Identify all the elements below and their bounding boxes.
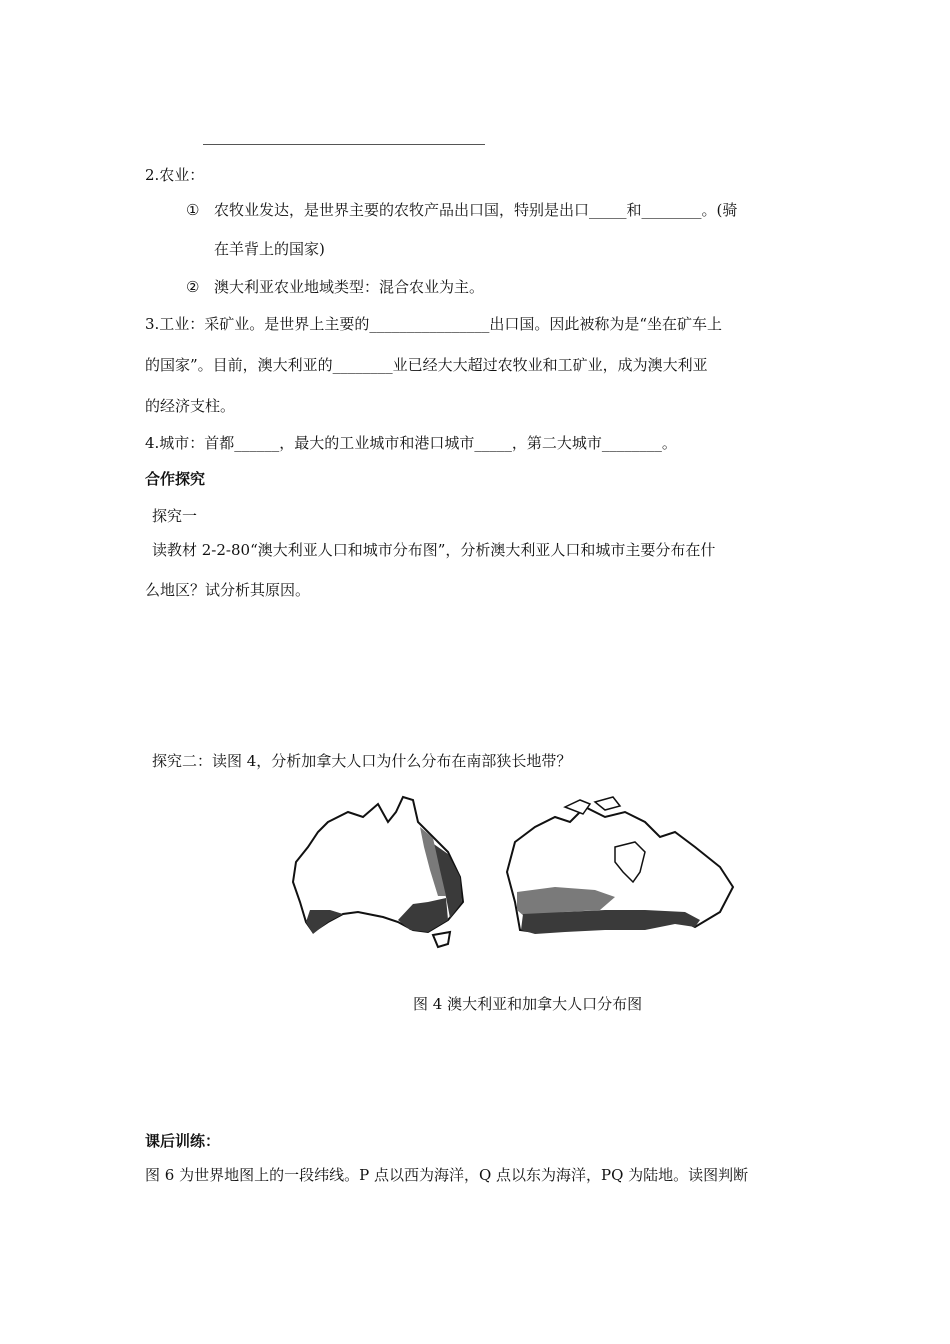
industry-line-1: 3.工业：采矿业。是世界上主要的________________出口国。因此被称为是“坐在矿车上 [145, 315, 722, 333]
agriculture-item-1-continued: 在羊背上的国家) [214, 240, 325, 258]
industry-line-2: 的国家”。目前，澳大利亚的________业已经大大超过农牧业和工矿业，成为澳大利亚 [145, 356, 708, 374]
agriculture-heading: 2.农业： [145, 166, 205, 184]
australia-population-map [288, 792, 473, 952]
answer-blank-line [203, 144, 485, 145]
explore-1-title: 探究一 [152, 507, 198, 525]
item-text: 农牧业发达，是世界主要的农牧产品出口国，特别是出口_____和________。(骑 [214, 201, 738, 219]
explore-1-line-2: 么地区？试分析其原因。 [145, 581, 311, 599]
item-number: ① [186, 201, 200, 219]
explore-2-question: 探究二：读图 4，分析加拿大人口为什么分布在南部狭长地带？ [152, 752, 572, 770]
australia-southwest-dense-zone [306, 910, 343, 934]
figure-caption: 图 4 澳大利亚和加拿大人口分布图 [413, 995, 643, 1013]
canada-south-dense-band [521, 910, 700, 934]
item-text: 澳大利亚农业地域类型：混合农业为主。 [214, 278, 485, 296]
canada-population-map [495, 792, 745, 942]
agriculture-item-2 [186, 276, 484, 297]
explore-1-line-1: 读教材 2-2-80“澳大利亚人口和城市分布图”，分析澳大利亚人口和城市主要分布在什 [152, 541, 716, 559]
tasmania-outline [433, 932, 450, 947]
city-line: 4.城市：首都______，最大的工业城市和港口城市_____，第二大城市________。 [145, 434, 677, 452]
item-number: ② [186, 278, 200, 296]
after-class-heading: 课后训练： [145, 1132, 221, 1150]
arctic-island-2 [595, 797, 620, 810]
agriculture-item-1 [186, 199, 737, 220]
after-class-line-1: 图 6 为世界地图上的一段纬线。P 点以西为海洋，Q 点以东为海洋，PQ 为陆地。读图判断 [145, 1166, 749, 1184]
cooperate-heading: 合作探究 [145, 470, 206, 488]
industry-line-3: 的经济支柱。 [145, 397, 236, 415]
